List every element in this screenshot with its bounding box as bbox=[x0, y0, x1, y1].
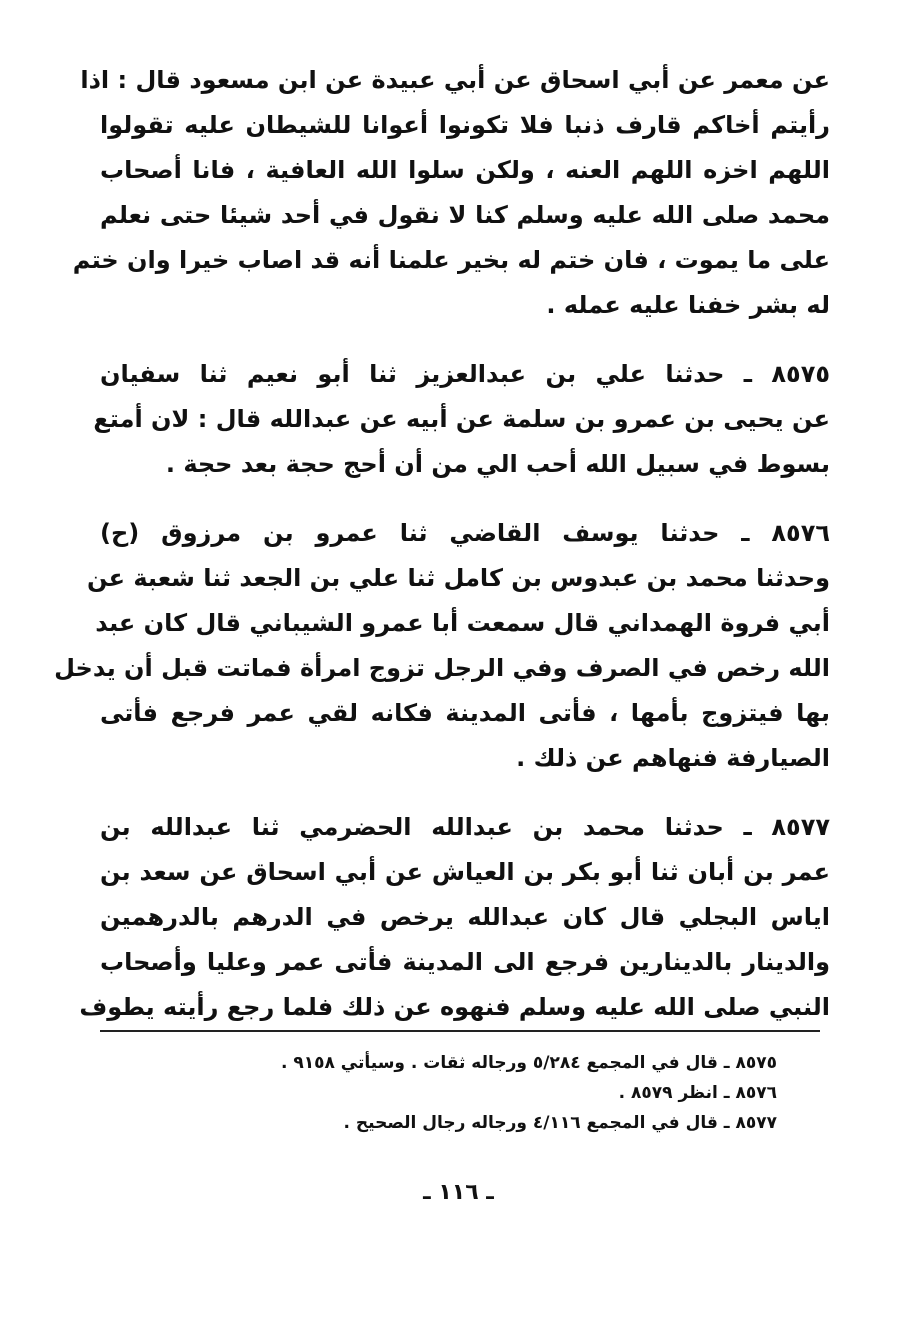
text-line: اياس البجلي قال كان عبدالله يرخص في الدرهم بالدرهمين bbox=[100, 903, 830, 931]
footnote-8575: ٨٥٧٥ ـ قال في المجمع ٥/٢٨٤ ورجاله ثقات . وسيأتي ٩١٥٨ . bbox=[280, 1053, 777, 1073]
text-line: النبي صلى الله عليه وسلم فنهوه عن ذلك فلما رجع رأيته يطوف bbox=[79, 993, 830, 1021]
footnotes bbox=[177, 1048, 777, 1138]
text-line: عن يحيى بن عمرو بن سلمة عن أبيه عن عبدالله قال : لان أمتع bbox=[93, 405, 830, 433]
text-line: محمد صلى الله عليه وسلم كنا لا نقول في أحد شيئا حتى نعلم bbox=[100, 201, 830, 229]
footnote-divider bbox=[100, 1030, 820, 1032]
paragraph-8577 bbox=[79, 805, 830, 1030]
text-line: وحدثنا محمد بن عبدوس بن كامل ثنا علي بن الجعد ثنا شعبة عن bbox=[87, 564, 830, 592]
paragraph-8576 bbox=[54, 511, 830, 781]
text-line: ٨٥٧٧ ـ حدثنا محمد بن عبدالله الحضرمي ثنا عبدالله بن bbox=[100, 813, 830, 841]
text-line: على ما يموت ، فان ختم له بخير علمنا أنه قد اصاب خيرا وان ختم bbox=[72, 246, 830, 274]
page-number: ـ ١١٦ ـ bbox=[423, 1180, 494, 1205]
text-line: ٨٥٧٥ ـ حدثنا علي بن عبدالعزيز ثنا أبو نعيم ثنا سفيان bbox=[100, 360, 830, 388]
text-line: له بشر خفنا عليه عمله . bbox=[546, 291, 830, 319]
text-line: الله رخص في الصرف وفي الرجل تزوج امرأة فماتت قبل أن يدخل bbox=[54, 654, 830, 682]
text-line: بها فيتزوج بأمها ، فأتى المدينة فكانه لقي عمر فرجع فأتى bbox=[100, 699, 830, 727]
text-line: عن معمر عن أبي اسحاق عن أبي عبيدة عن ابن مسعود قال : اذا bbox=[80, 66, 830, 94]
text-line: الصيارفة فنهاهم عن ذلك . bbox=[516, 744, 830, 772]
text-line: والدينار بالدينارين فرجع الى المدينة فأتى عمر وعليا وأصحاب bbox=[100, 948, 830, 976]
paragraph-continuation bbox=[72, 58, 830, 328]
text-line: اللهم اخزه اللهم العنه ، ولكن سلوا الله العافية ، فانا أصحاب bbox=[100, 156, 830, 184]
text-line: رأيتم أخاكم قارف ذنبا فلا تكونوا أعوانا للشيطان عليه تقولوا bbox=[100, 111, 830, 139]
text-line: بسوط في سبيل الله أحب الي من أن أحج حجة بعد حجة . bbox=[165, 450, 830, 478]
text-line: ٨٥٧٦ ـ حدثنا يوسف القاضي ثنا عمرو بن مرزوق (ح) bbox=[100, 519, 830, 547]
footnote-8576: ٨٥٧٦ ـ انظر ٨٥٧٩ . bbox=[618, 1083, 777, 1103]
text-line: أبي فروة الهمداني قال سمعت أبا عمرو الشيباني قال كان عبد bbox=[95, 609, 830, 637]
text-line: عمر بن أبان ثنا أبو بكر بن العياش عن أبي اسحاق عن سعد بن bbox=[100, 858, 830, 886]
main-text bbox=[54, 58, 830, 1030]
paragraph-8575 bbox=[93, 352, 830, 487]
footnote-8577: ٨٥٧٧ ـ قال في المجمع ٤/١١٦ ورجاله رجال الصحيح . bbox=[343, 1113, 777, 1133]
